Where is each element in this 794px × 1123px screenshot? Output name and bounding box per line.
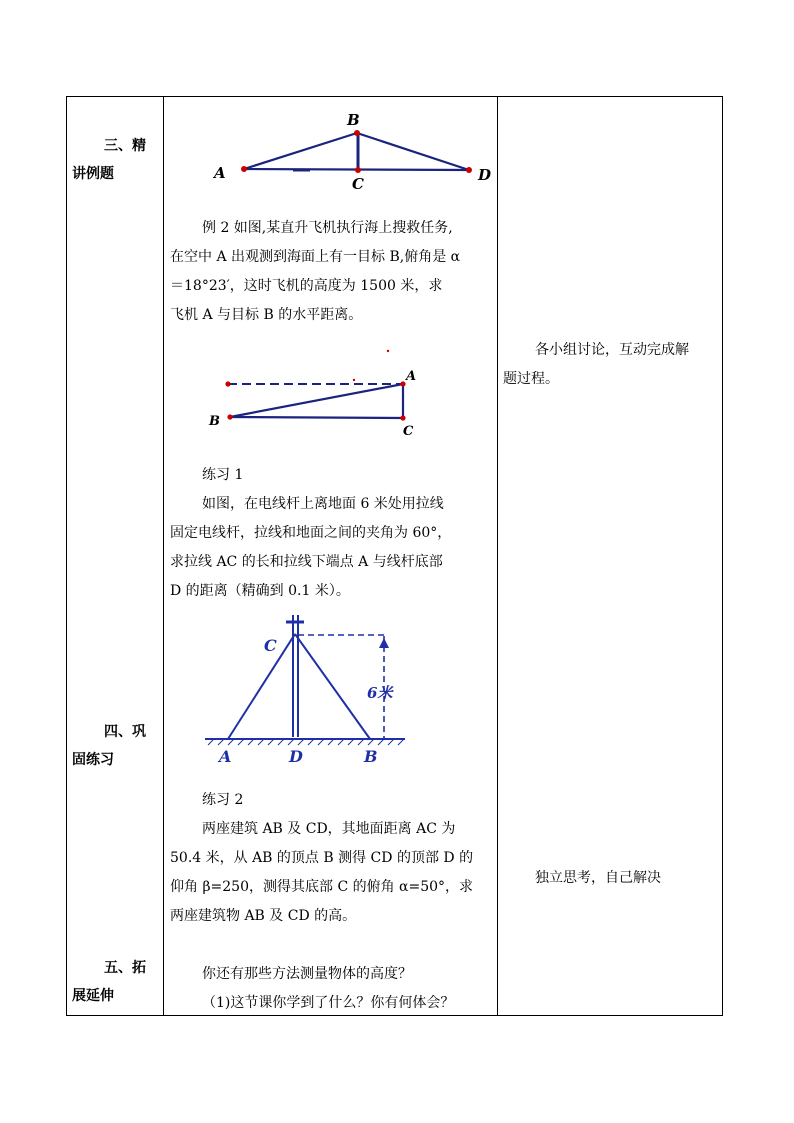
extension-line1: 你还有那些方法测量物体的高度？ (202, 966, 412, 982)
exercise1-text-cont (170, 519, 492, 606)
fig1-label-c: C (352, 175, 364, 193)
fig3-label-d: D (289, 747, 303, 766)
exercise1-line2: 固定电线杆，拉线和地面之间的夹角为 60°， (170, 525, 452, 541)
exercise1-text (170, 490, 492, 519)
example2-text-cont (170, 243, 492, 330)
fig3-label-b: B (364, 747, 378, 766)
exercise2-title: 练习 2 (202, 792, 244, 808)
independent-thinking-note: 独立思考，自己解决 (535, 870, 661, 886)
fig3-label-a: A (219, 747, 232, 766)
fig2-label-c: C (403, 424, 414, 439)
fig1-label-a: A (214, 164, 226, 182)
example2-line1: 例 2 如图,某直升飞机执行海上搜救任务, (202, 220, 453, 236)
fig3-label-c: C (264, 636, 277, 655)
figure-power-pole (200, 612, 410, 772)
fig3-label-height: 6米 (367, 684, 393, 702)
section-label-3-line2: 讲例题 (72, 166, 114, 182)
group-discussion-note-cont: 题过程。 (503, 371, 559, 387)
example2-line3: ＝18°23′，这时飞机的高度为 1500 米，求 (170, 278, 443, 294)
exercise1-title: 练习 1 (202, 467, 244, 483)
exercise2-text-cont (170, 844, 492, 931)
exercise2-line1: 两座建筑 AB 及 CD，其地面距离 AC 为 (202, 821, 456, 837)
exercise1-line3: 求拉线 AC 的长和拉线下端点 A 与线杆底部 (170, 554, 443, 570)
figure-angle-of-depression (200, 340, 440, 440)
extension-text (170, 960, 492, 989)
fig2-label-b: B (209, 414, 220, 429)
section-label-4-line1: 四、巩 (104, 724, 146, 740)
section-label-5-line1: 五、拓 (104, 960, 146, 976)
section-label-4-line2: 固练习 (72, 752, 114, 768)
figure-triangle-abcd (205, 108, 505, 198)
example2-text (170, 214, 492, 243)
section-label-5-line2: 展延伸 (72, 988, 114, 1004)
group-discussion-note (503, 336, 718, 365)
exercise2-line2: 50.4 米，从 AB 的顶点 B 测得 CD 的顶部 D 的 (170, 850, 474, 866)
section-label-4 (72, 718, 184, 774)
example2-line4: 飞机 A 与目标 B 的水平距离。 (170, 307, 363, 323)
note1-line1: 各小组讨论，互动完成解 (535, 342, 689, 358)
column-divider-left (163, 96, 164, 1016)
fig2-label-a: A (406, 369, 417, 384)
fig1-label-b: B (347, 111, 360, 129)
exercise1-line1: 如图，在电线杆上离地面 6 米处用拉线 (202, 496, 444, 512)
section-label-3-line1: 三、精 (104, 138, 146, 154)
exercise1-line4: D 的距离（精确到 0.1 米）。 (170, 583, 350, 599)
exercise2-line4: 两座建筑物 AB 及 CD 的高。 (170, 908, 357, 924)
column-divider-right (497, 96, 498, 1016)
exercise2-line3: 仰角 β=250，测得其底部 C 的俯角 α=50°，求 (170, 879, 474, 895)
fig1-label-d: D (478, 166, 492, 184)
extension-line2: （1)这节课你学到了什么？你有何体会？ (202, 995, 455, 1011)
example2-line2: 在空中 A 出观测到海面上有一目标 B,俯角是 α (170, 249, 461, 265)
section-label-3 (72, 132, 184, 188)
exercise2-text (170, 815, 492, 844)
